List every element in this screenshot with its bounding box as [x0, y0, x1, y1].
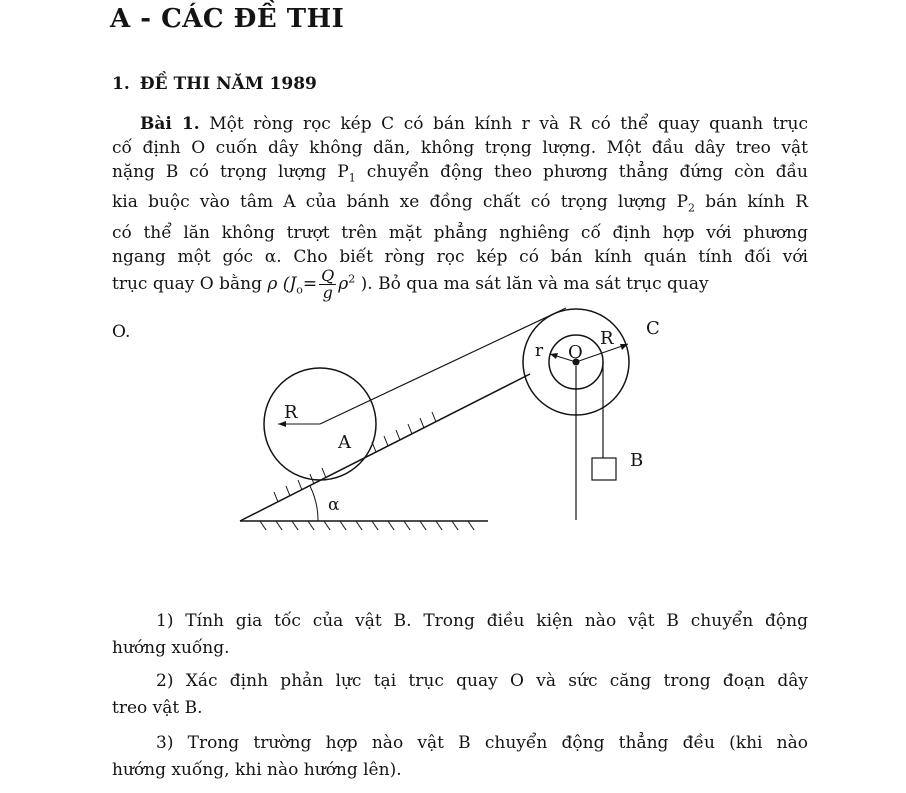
label-r-wheel: R: [284, 402, 298, 423]
label-r: r: [535, 341, 544, 361]
equals-sign: =: [302, 274, 318, 294]
subsection-number: 1.: [112, 74, 130, 94]
question-3-line-2: hướng xuống, khi nào hướng lên).: [112, 760, 402, 780]
problem-line-1: [112, 112, 808, 136]
subsection-heading: [112, 74, 317, 94]
problem-label: Bài 1.: [140, 114, 200, 134]
angle-arc: [310, 486, 318, 521]
problem-line-2: cố định O cuốn dây không dãn, không trọng lượng. Một đầu dây treo vật: [112, 138, 808, 158]
subsection-title: ĐỀ THI NĂM 1989: [139, 74, 317, 94]
physics-diagram: [230, 300, 670, 540]
exponent-2: 2: [348, 272, 356, 286]
question-1-line-1: 1) Tính gia tốc của vật B. Trong điều kiện nào vật B chuyển động: [156, 611, 808, 631]
subscript-p2: 2: [688, 201, 696, 215]
label-r-pulley: R: [600, 328, 614, 349]
formula-line: [112, 268, 808, 301]
question-1-line-2: hướng xuống.: [112, 638, 230, 658]
formula-text-after: ). Bỏ qua ma sát lăn và ma sát trục quay: [355, 274, 709, 294]
question-3: [112, 730, 808, 784]
problem-line-5: có thể lăn không trượt trên mặt phẳng nghiêng cố định hợp với phương: [112, 222, 808, 243]
problem-line-6: ngang một góc α. Cho biết ròng rọc kép có bán kính quán tính đối với: [112, 246, 808, 267]
ground-hatching: [260, 521, 474, 530]
incline-hatching: [274, 412, 436, 502]
label-c: C: [646, 318, 660, 339]
problem-statement: [112, 112, 808, 269]
symbol-rho-squared: ρ: [338, 274, 349, 294]
fraction-q-over-g: [319, 268, 336, 301]
section-title: A - CÁC ĐỀ THI: [110, 4, 345, 34]
question-3-line-1: 3) Trong trường hợp nào vật B chuyển động thẳng đều (khi nào: [156, 733, 808, 753]
fraction-numerator: Q: [321, 266, 335, 285]
label-a: A: [338, 432, 351, 453]
question-2-line-1: 2) Xác định phản lực tại trục quay O và sức căng trong đoạn dây: [156, 671, 808, 691]
problem-text-1: Một ròng rọc kép C có bán kính r và R có thể quay quanh trục: [209, 114, 808, 134]
problem-text-3b: chuyển động theo phương thẳng đứng còn đầu: [355, 162, 808, 182]
fraction-denominator: g: [322, 283, 333, 302]
label-b: B: [630, 450, 644, 471]
label-o: O: [568, 342, 583, 363]
formula-text-before: trục quay O bằng: [112, 274, 268, 294]
problem-text-3a: nặng B có trọng lượng P: [112, 162, 349, 182]
problem-text-4a: kia buộc vào tâm A của bánh xe đồng chất có trọng lượng P: [112, 192, 689, 213]
rope-upper: [320, 308, 566, 424]
symbol-j: (J: [277, 274, 297, 294]
subscript-p1: 1: [348, 171, 356, 185]
problem-line-3: [112, 160, 808, 190]
symbol-rho: ρ: [267, 274, 278, 294]
incline-line: [240, 374, 530, 521]
question-2-line-2: treo vật B.: [112, 698, 203, 718]
subscript-o: o: [296, 283, 303, 297]
question-1: [112, 608, 808, 662]
block-b: [592, 458, 616, 480]
question-2: [112, 668, 808, 722]
label-alpha: α: [328, 495, 340, 515]
problem-line-4: [112, 190, 808, 220]
problem-text-4b: bán kính R: [695, 192, 809, 213]
problem-last-line: O.: [112, 322, 131, 342]
